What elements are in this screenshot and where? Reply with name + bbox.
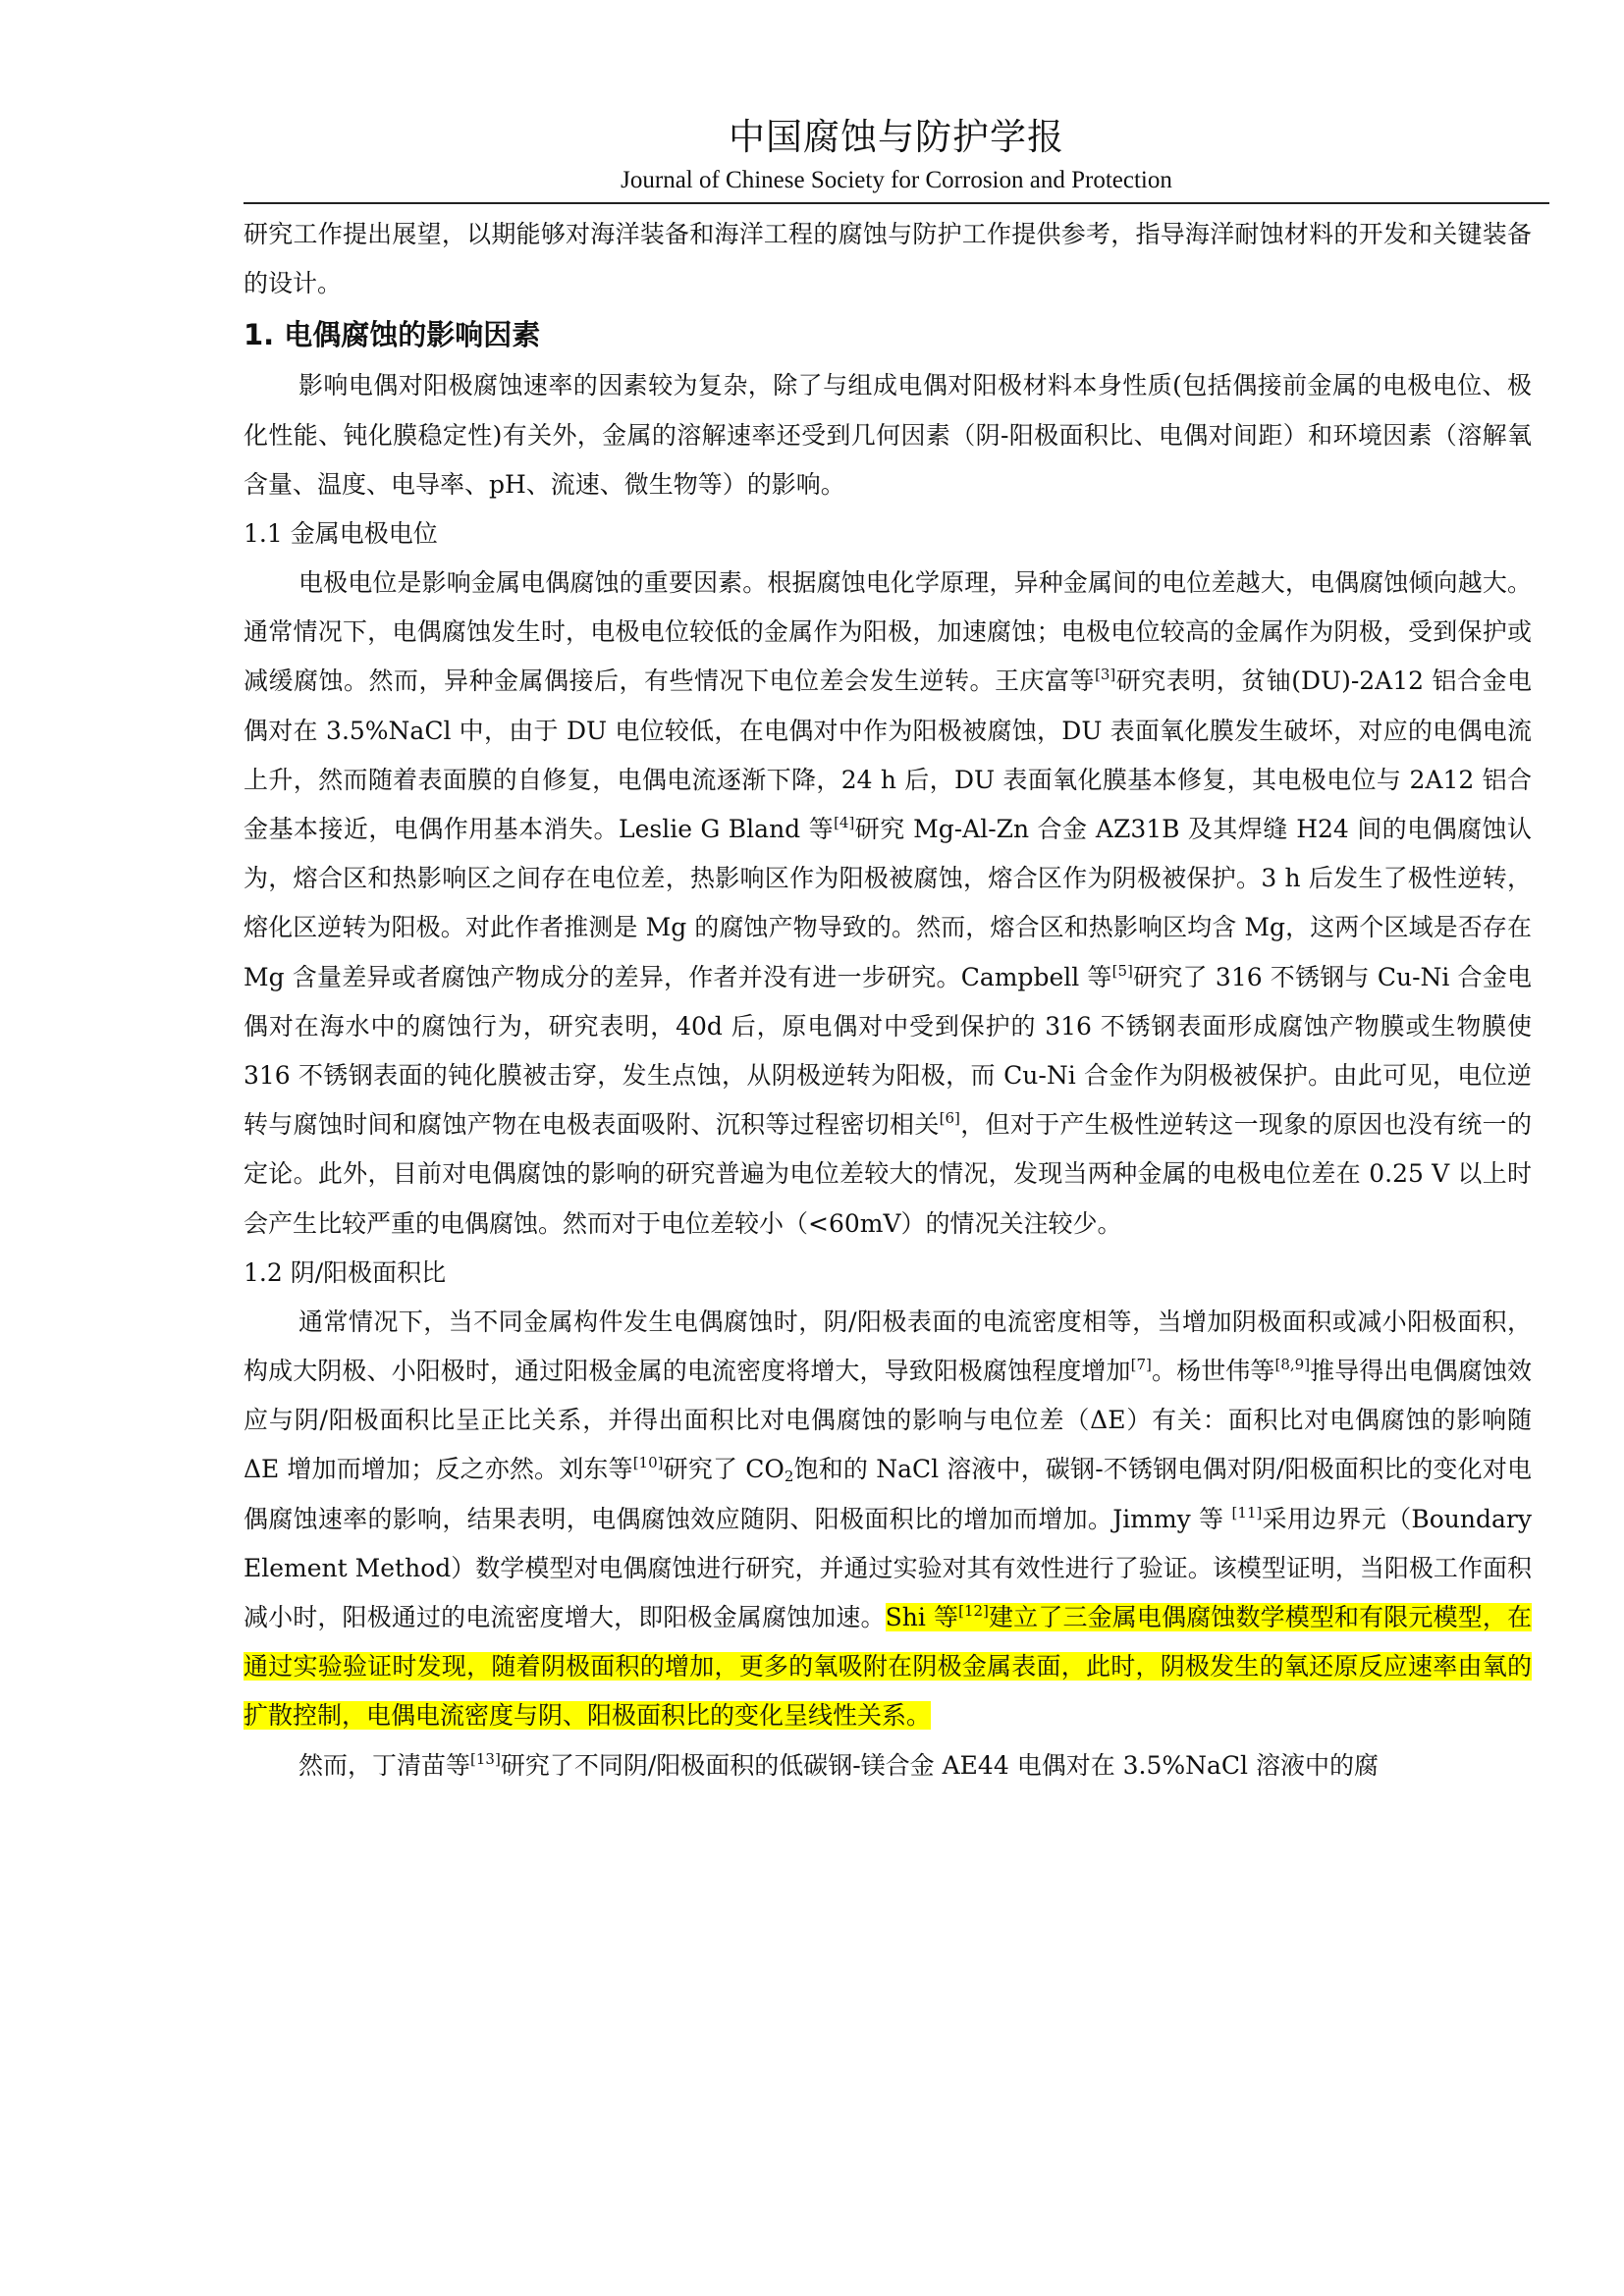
journal-title-chinese: 中国腐蚀与防护学报 [729, 116, 1064, 158]
citation-ref: [11] [1231, 1503, 1263, 1522]
subscript: 2 [784, 1468, 794, 1486]
text-run: 通常情况下，当不同金属构件发生电偶腐蚀时，阴/阳极表面的电流密度相等，当增加阴极面积或减小阳极面积，构成大阴极、小阳极时，通过阳极金属的电流密度将增大，导致阳极腐蚀程度增加 [244, 1307, 1532, 1386]
subsection-heading-1-1: 1.1 金属电极电位 [244, 519, 438, 549]
citation-ref: [8,9] [1274, 1356, 1311, 1374]
text-run: 然而，丁清苗等 [298, 1750, 471, 1780]
paragraph-area-ratio-continued [244, 1741, 1532, 1790]
text-run: 建立了三金属电偶腐蚀数学模型和有限元模型，在通过实验验证时发现，随着阴极面积的增加，更多的氧吸附在阴极金属表面，此时，阴极发生的氧还原反应速率由氧的扩散控制，电偶电流密度与阴、阳极面积比的变化呈线性关系。 [244, 1603, 1532, 1731]
subsection-heading-1-2: 1.2 阴/阳极面积比 [244, 1257, 447, 1287]
text-run: 研究了 CO [663, 1455, 785, 1484]
paragraph-intro-tail: 研究工作提出展望，以期能够对海洋装备和海洋工程的腐蚀与防护工作提供参考，指导海洋耐蚀材料的开发和关键装备的设计。 [244, 220, 1532, 298]
paragraph-electrode-potential [244, 559, 1532, 1249]
header-divider [244, 202, 1549, 204]
citation-ref: [13] [470, 1749, 501, 1768]
citation-ref: [12] [958, 1602, 989, 1621]
citation-ref: [5] [1111, 961, 1133, 980]
text-run: 采用边界元（Boundary Element Method）数学模型对电偶腐蚀进行研究，并通过实验对其有效性进行了验证。该模型证明，当阳极工作面积减小时，阳极通过的电流密度增大，即阳极金属腐蚀加速。 [244, 1504, 1532, 1632]
citation-ref: [3] [1094, 666, 1116, 684]
paragraph-area-ratio [244, 1298, 1532, 1741]
text-run: 。杨世伟等 [1151, 1357, 1275, 1386]
citation-ref: [4] [834, 814, 855, 832]
citation-ref: [10] [632, 1454, 664, 1472]
journal-title-english: Journal of Chinese Society for Corrosion and Protection [621, 167, 1172, 193]
text-run: Shi 等 [885, 1603, 959, 1632]
citation-ref: [6] [939, 1109, 960, 1128]
text-run: 研究了不同阴/阳极面积的低碳钢-镁合金 AE44 电偶对在 3.5%NaCl 溶液中的腐 [500, 1750, 1380, 1780]
article-body [244, 210, 1532, 1790]
text-run: 研究表明，贫铀(DU)-2A12 铝合金电偶对在 3.5%NaCl 中，由于 DU 电位较低，在电偶对中作为阳极被腐蚀，DU 表面氧化膜发生破坏，对应的电偶电流上升，然而随着表面膜的自修复，电偶电流逐渐下降，24 h 后，DU 表面氧化膜基本修复，其电极电位与 2A12 铝合金基本接近，电偶作用基本消失。Leslie G Bland 等 [244, 667, 1532, 844]
text-run: ，但对于产生极性逆转这一现象的原因也没有统一的定论。此外，目前对电偶腐蚀的影响的研究普遍为电位差较大的情况，发现当两种金属的电极电位差在 0.25 V 以上时会产生比较严重的电偶腐蚀。然而对于电位差较小（<60mV）的情况关注较少。 [244, 1110, 1532, 1238]
text-run: 电极电位是影响金属电偶腐蚀的重要因素。根据腐蚀电化学原理，异种金属间的电位差越大，电偶腐蚀倾向越大。通常情况下，电偶腐蚀发生时，电极电位较低的金属作为阳极，加速腐蚀；电极电位较高的金属作为阴极，受到保护或减缓腐蚀。然而，异种金属偶接后，有些情况下电位差会发生逆转。王庆富等 [244, 568, 1532, 696]
paragraph-influencing-factors: 影响电偶对阳极腐蚀速率的因素较为复杂，除了与组成电偶对阳极材料本身性质(包括偶接前金属的电极电位、极化性能、钝化膜稳定性)有关外，金属的溶解速率还受到几何因素（阴-阳极面积比、电偶对间距）和环境因素（溶解氧含量、温度、电导率、pH、流速、微生物等）的影响。 [244, 371, 1532, 499]
section-heading-1: 1. 电偶腐蚀的影响因素 [244, 318, 541, 352]
text-run: 推导得出电偶腐蚀效应与阴/阳极面积比呈正比关系，并得出面积比对电偶腐蚀的影响与电位差（ΔE）有关：面积比对电偶腐蚀的影响随 ΔE 增加而增加；反之亦然。刘东等 [244, 1357, 1532, 1484]
text-run: 研究了 316 不锈钢与 Cu-Ni 合金电偶对在海水中的腐蚀行为，研究表明，40d 后，原电偶对中受到保护的 316 不锈钢表面形成腐蚀产物膜或生物膜使 316 不锈钢表面的钝化膜被击穿，发生点蚀，从阴极逆转为阳极，而 Cu-Ni 合金作为阴极被保护。由此可见，电位逆转与腐蚀时间和腐蚀产物在电极表面吸附、沉积等过程密切相关 [244, 962, 1533, 1140]
text-run: 研究 Mg-Al-Zn 合金 AZ31B 及其焊缝 H24 间的电偶腐蚀认为，熔合区和热影响区之间存在电位差，热影响区作为阳极被腐蚀，熔合区作为阴极被保护。3 h 后发生了极性逆转，熔化区逆转为阳极。对此作者推测是 Mg 的腐蚀产物导致的。然而，熔合区和热影响区均含 Mg，这两个区域是否存在 Mg 含量差异或者腐蚀产物成分的差异，作者并没有进一步研究。Campbell 等 [244, 815, 1533, 991]
text-run: 饱和的 NaCl 溶液中，碳钢-不锈钢电偶对阴/阳极面积比的变化对电偶腐蚀速率的影响，结果表明，电偶腐蚀效应随阴、阳极面积比的增加而增加。Jimmy 等 [244, 1455, 1532, 1533]
running-header [244, 110, 1549, 196]
citation-ref: [7] [1130, 1356, 1152, 1374]
